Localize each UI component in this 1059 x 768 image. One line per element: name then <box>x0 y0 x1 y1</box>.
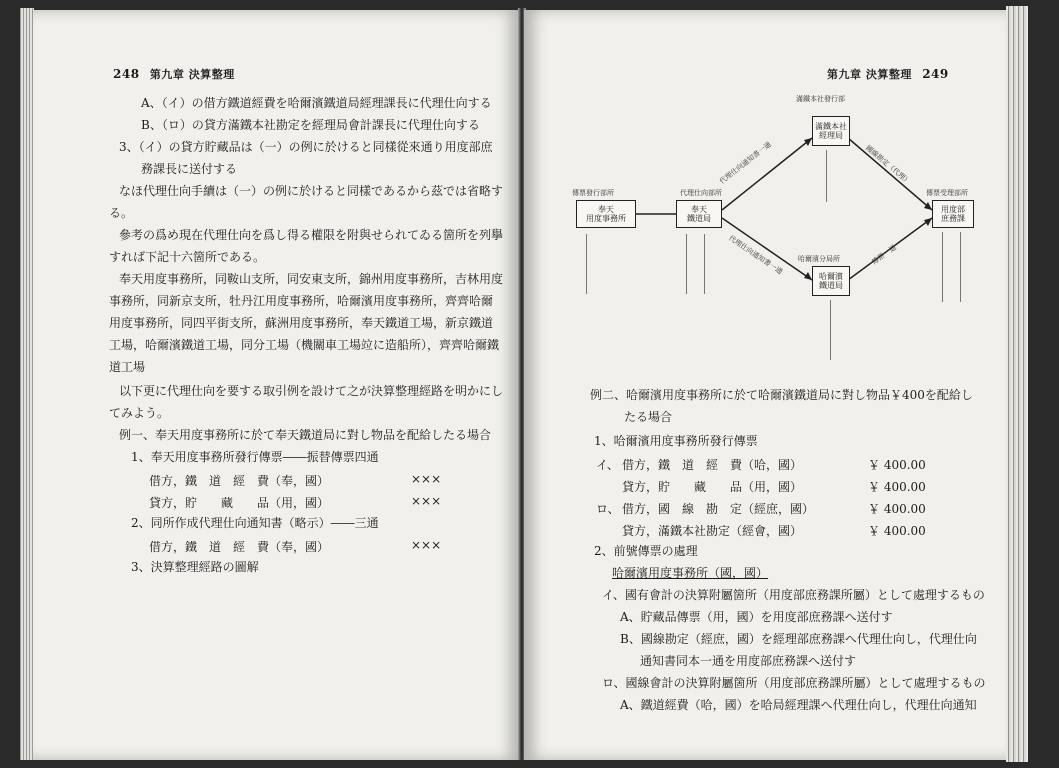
box-top: 滿鐵本社 經理局 <box>812 116 850 146</box>
text-line: 1、哈爾濱用度事務所發行傳票 <box>594 434 758 448</box>
vertical-column-rule <box>830 300 831 360</box>
text-line: 3、決算整理經路の圖解 <box>131 560 259 574</box>
text-line: 務課長に送付する <box>141 162 238 176</box>
box-center: 奉天 鐵道局 <box>676 200 722 228</box>
text-line: 奉天用度事務所，同鞍山支所，同安東支所，錦州用度事務所，吉林用度 <box>119 272 504 286</box>
box-caption: 哈爾濱分局所 <box>798 255 840 263</box>
text-line: A、（イ）の借方鐵道經費を哈爾濱鐵道局經理課長に代理仕向する <box>141 96 492 110</box>
entry-marker: ロ、 <box>596 502 620 516</box>
vertical-column-rule <box>826 150 827 202</box>
flow-label: 國線勘定（代理） <box>863 143 913 187</box>
text-line: 參考の爲め現在代理仕向を爲し得る權限を附與せられてゐる箇所を列擧 <box>119 228 504 242</box>
vertical-column-rule <box>942 232 943 302</box>
box-right: 用度部 庶務課 <box>932 200 974 228</box>
text-line: A、鐵道經費（哈，國）を哈局經理課へ代理仕向し，代理仕向通知 <box>620 698 977 712</box>
text-line: てみよう。 <box>109 406 170 420</box>
journal-entry-value: ￥ 400.00 <box>868 502 926 516</box>
journal-entry-value: ￥ 400.00 <box>868 524 926 538</box>
journal-entry-label: 貸方，貯 藏 品（用，國） <box>149 496 330 510</box>
example-heading: 例一、奉天用度事務所に於て奉天鐵道局に對し物品を配給したる場合 <box>119 428 492 442</box>
diagram-lines <box>564 94 994 369</box>
flow-label: 代理仕向通知書一通 <box>718 140 773 186</box>
text-line: 以下更に代理仕向を要する取引例を設けて之が決算整理經路を明かにし <box>119 384 504 398</box>
text-line: 1、奉天用度事務所發行傳票――振替傳票四通 <box>131 450 379 464</box>
journal-entry-value: ￥ 400.00 <box>868 480 926 494</box>
text-line: たる場合 <box>624 410 673 424</box>
text-line: 用度事務所，同四平街支所，蘇洲用度事務所，奉天鐵道工場，新京鐵道 <box>109 316 494 330</box>
vertical-column-rule <box>960 232 961 302</box>
journal-entry-value: ××× <box>411 494 442 508</box>
journal-entry-label: 借方，鐵 道 經 費（奉，國） <box>149 540 330 554</box>
left-page <box>33 10 520 760</box>
entry-marker: イ、 <box>596 458 619 472</box>
left-running-head <box>113 66 235 82</box>
journal-entry-value: ￥ 400.00 <box>868 458 926 472</box>
journal-entry-label: 借方，鐵 道 經 費（奉，國） <box>149 474 330 488</box>
flow-label: 代理仕向通知書一通 <box>727 234 784 276</box>
box-caption: 滿鐵本社發行部 <box>796 95 845 103</box>
text-line: 3、（イ）の貸方貯藏品は（一）の例に於けると同樣從來通り用度部庶 <box>119 140 493 154</box>
right-page-number: 249 <box>922 67 949 81</box>
page-edge-right <box>1006 6 1028 762</box>
right-chapter-title: 第九章 決算整理 <box>827 68 912 81</box>
text-line: 2、同所作成代理仕向通知書（略示）――三通 <box>131 516 379 530</box>
box-bottom: 哈爾濱 鐵道局 <box>812 266 850 296</box>
text-line: なほ代理仕向手續は（一）の例に於けると同樣であるから茲では省略す <box>119 184 504 198</box>
journal-entry-label: 貸方，滿鐵本社勘定（經會，國） <box>622 524 803 538</box>
settlement-flow-diagram <box>564 94 994 369</box>
journal-entry-label: 借方，鐵 道 經 費（哈，國） <box>622 458 803 472</box>
example-heading: 例二、哈爾濱用度事務所に於て哈爾濱鐵道局に對し物品￥400を配給し <box>590 388 973 402</box>
text-line: 事務所，同新京支所，牡丹江用度事務所，哈爾濱用度事務所，齊齊哈爾 <box>109 294 494 308</box>
vertical-column-rule <box>686 234 687 294</box>
journal-entry-label: 借方，國 線 勘 定（經庶，國） <box>622 502 815 516</box>
text-line: A、貯藏品傳票（用，國）を用度部庶務課へ送付す <box>620 610 893 624</box>
text-line: イ、國有會計の決算附屬箇所（用度部庶務課所屬）として處理するもの <box>602 588 985 602</box>
page-edge-left <box>20 8 34 760</box>
left-page-number: 248 <box>113 67 140 81</box>
box-left: 奉天 用度事務所 <box>576 200 636 228</box>
vertical-column-rule <box>586 234 587 294</box>
journal-entry-label: 貸方，貯 藏 品（用，國） <box>622 480 803 494</box>
flow-label: 傳票一通 <box>870 243 898 267</box>
box-caption: 代理仕向部所 <box>680 189 722 197</box>
text-line: すれば下記十六箇所である。 <box>109 250 266 264</box>
text-line: 2、前號傳票の處理 <box>594 544 698 558</box>
text-line: 工場，哈爾濱鐵道工場，同分工場（機關車工場竝に造船所），齊齊哈爾鐵 <box>109 338 500 352</box>
vertical-column-rule <box>704 234 705 294</box>
left-chapter-title: 第九章 決算整理 <box>149 68 235 81</box>
box-caption: 傳票發行部所 <box>572 189 614 197</box>
text-line: 道工場 <box>109 360 146 374</box>
subheading: 哈爾濱用度事務所（國，國） <box>612 566 769 580</box>
box-caption: 傳票受理部所 <box>926 189 968 197</box>
text-line: B、國線勘定（經庶，國）を經理部庶務課へ代理仕向し，代理仕向 <box>620 632 977 646</box>
text-line: る。 <box>109 206 134 220</box>
journal-entry-value: ××× <box>411 538 442 552</box>
right-running-head <box>827 66 949 82</box>
journal-entry-value: ××× <box>411 472 442 486</box>
text-line: 通知書同本一通を用度部庶務課へ送付す <box>640 654 857 668</box>
right-page <box>524 10 1006 760</box>
text-line: B、（ロ）の貸方滿鐵本社勘定を經理局會計課長に代理仕向する <box>141 118 480 132</box>
text-line: ロ、國線會計の決算附屬箇所（用度部庶務課所屬）として處理するもの <box>602 676 986 690</box>
